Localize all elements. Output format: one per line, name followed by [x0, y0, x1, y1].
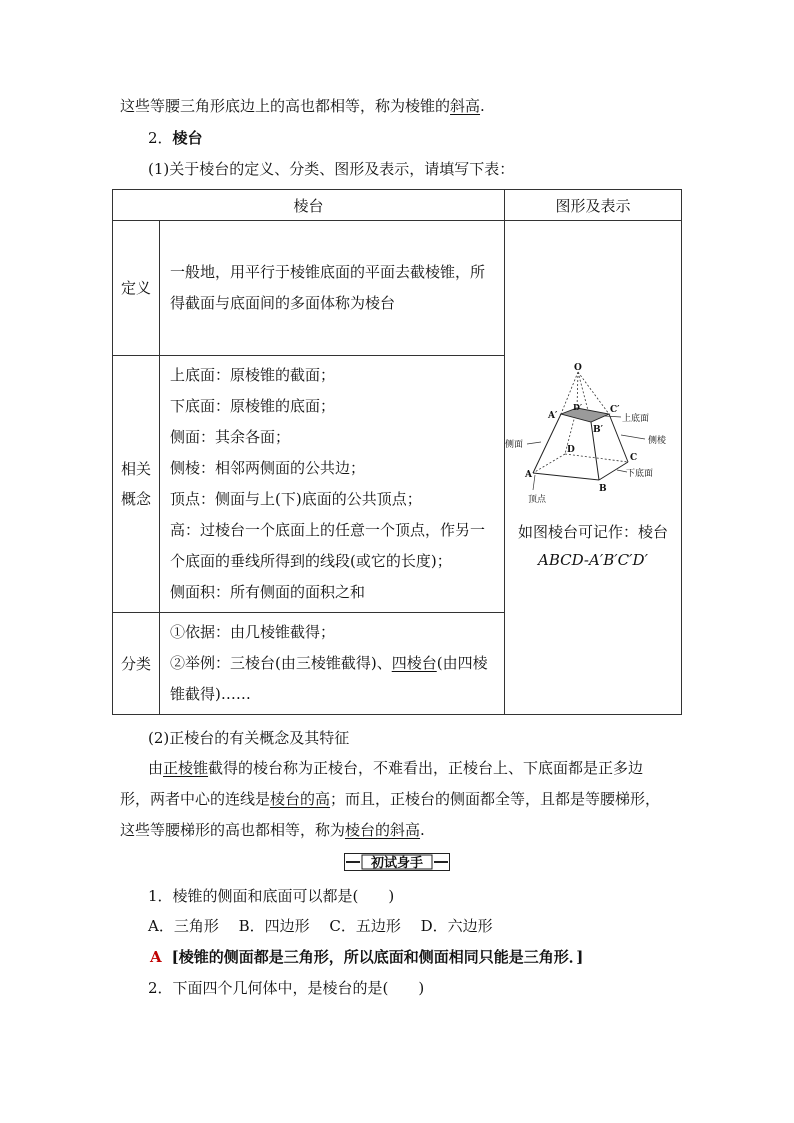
label-D: D	[567, 444, 575, 455]
related-concepts-label	[113, 356, 160, 613]
caption-notation: ABCD-A′B′C′D′	[538, 550, 648, 569]
text: 这些等腰梯形的高也都相等，称为	[120, 821, 346, 839]
concept-line: 侧面：其余各面；	[170, 428, 291, 446]
underlined-term: 棱台的高	[270, 790, 331, 808]
concept-line: 下底面：原棱锥的底面；	[170, 397, 336, 415]
paragraph-line	[120, 789, 660, 809]
label-bottom-face: 下底面	[626, 468, 654, 479]
text: 由	[148, 759, 164, 777]
text: (由四棱	[436, 654, 488, 672]
concept-line: 侧棱：相邻两侧面的公共边；	[170, 459, 366, 477]
section-title: 棱台	[172, 129, 203, 147]
text: .	[420, 821, 425, 839]
paragraph-line	[148, 758, 643, 778]
underlined-term: 四棱台	[391, 654, 437, 672]
definition-line: 得截面与底面间的多面体称为棱台	[170, 294, 396, 312]
table-header-left: 棱台	[113, 190, 505, 221]
section-heading	[148, 128, 203, 148]
label-A1: A′	[548, 410, 558, 421]
label-line: 相关	[120, 460, 151, 478]
definition-line: 一般地，用平行于棱锥底面的平面去截棱锥，所	[170, 263, 486, 281]
figure-cell	[505, 221, 682, 715]
classification-line: 锥截得)……	[170, 685, 251, 703]
answer-letter: A	[150, 948, 162, 966]
answer-explanation: [棱锥的侧面都是三角形，所以底面和侧面相同只能是三角形．]	[171, 948, 584, 966]
definition-text	[160, 221, 505, 356]
exercise-question: 1．棱锥的侧面和底面可以都是( )	[148, 887, 395, 905]
label-B: B	[599, 483, 607, 494]
section-badge	[344, 853, 450, 871]
table-header-right: 图形及表示	[505, 190, 682, 221]
figure-caption	[505, 518, 681, 574]
text: 形，两者中心的连线是	[120, 790, 271, 808]
concept-line: 顶点：侧面与上(下)底面的公共顶点；	[170, 490, 422, 508]
badge-label: 初试身手	[370, 856, 424, 871]
text: ②举例：三棱台(由三棱锥截得)、	[170, 654, 392, 672]
exercise-answer	[150, 947, 583, 967]
label-vertex: 顶点	[528, 494, 547, 505]
text: 截得的棱台称为正棱台，不难看出，正棱台上、下底面都是正多边	[208, 759, 644, 777]
exercise-options: A．三角形 B．四边形 C．五边形 D．六边形	[148, 917, 493, 935]
concept-line: 侧面积：所有侧面的面积之和	[170, 583, 366, 601]
related-concepts-text	[160, 356, 505, 613]
exercise-question: 2．下面四个几何体中，是棱台的是( )	[148, 979, 425, 997]
label-D1: D′	[573, 401, 583, 412]
label-A: A	[525, 469, 532, 480]
label-side-face: 侧面	[505, 439, 524, 450]
label-line: 概念	[120, 490, 151, 508]
label-lateral-edge: 侧棱	[648, 435, 667, 446]
definition-label: 定义	[113, 221, 160, 356]
subsection-heading: (2)正棱台的有关概念及其特征	[148, 729, 350, 747]
classification-text	[160, 613, 505, 715]
paragraph-line	[120, 820, 425, 840]
text: 这些等腰三角形底边上的高也都相等，称为棱锥的	[120, 97, 451, 115]
underlined-term: 正棱锥	[163, 759, 209, 777]
frustum-table	[112, 189, 682, 715]
classification-line	[170, 648, 496, 679]
text: ；而且，正棱台的侧面都全等，且都是等腰梯形，	[330, 790, 661, 808]
label-C1: C′	[610, 404, 620, 415]
concept-line: 上底面：原棱锥的截面；	[170, 366, 336, 384]
paragraph-line	[120, 96, 485, 116]
classification-label: 分类	[113, 613, 160, 715]
question-intro: (1)关于棱台的定义、分类、图形及表示，请填写下表：	[148, 160, 515, 178]
frustum-diagram	[505, 362, 681, 514]
concept-line: 个底面的垂线所得到的线段(或它的长度)；	[170, 552, 452, 570]
underlined-term: 棱台的斜高	[345, 821, 421, 839]
classification-line: ①依据：由几棱锥截得；	[170, 623, 336, 641]
concept-line: 高：过棱台一个底面上的任意一个顶点，作另一	[170, 521, 486, 539]
label-B1: B′	[593, 424, 603, 435]
label-O: O	[574, 362, 582, 373]
section-number: 2．	[148, 129, 173, 147]
underlined-term: 斜高	[450, 97, 481, 115]
label-C: C	[630, 452, 638, 463]
text: .	[480, 97, 485, 115]
caption-line: 如图棱台可记作：棱台	[517, 522, 668, 541]
label-top-face: 上底面	[622, 413, 650, 424]
